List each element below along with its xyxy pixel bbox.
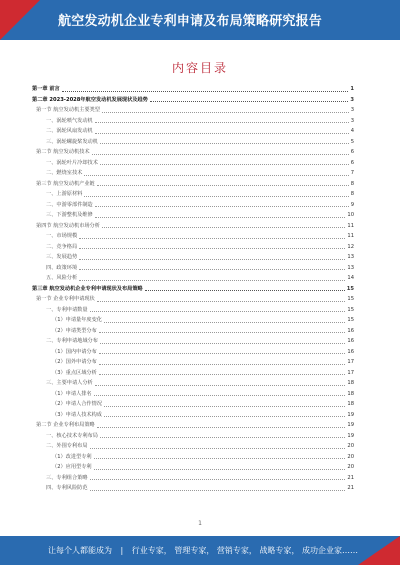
toc-entry[interactable] (32, 221, 354, 232)
toc-entry-page: 13 (347, 254, 354, 260)
toc-entry-page: 15 (347, 306, 354, 313)
toc-entry[interactable] (32, 210, 354, 221)
toc-leader-dots (100, 437, 346, 438)
toc-leader-dots (94, 469, 346, 470)
toc-entry[interactable] (32, 452, 354, 463)
toc-entry[interactable] (32, 294, 354, 305)
toc-leader-dots (79, 238, 345, 239)
page-number: 1 (198, 520, 202, 527)
toc-entry[interactable] (32, 347, 354, 358)
toc-entry-page: 1 (350, 86, 354, 92)
toc-entry[interactable] (32, 126, 354, 137)
toc-entry[interactable] (32, 200, 354, 211)
toc-entry[interactable] (32, 179, 354, 190)
toc-entry[interactable] (32, 137, 354, 148)
toc-entry-page: 6 (350, 159, 354, 166)
toc-entry-label: 二、涡轮风扇发动机 (46, 128, 93, 134)
toc-entry[interactable] (32, 378, 354, 389)
toc-entry[interactable] (32, 284, 354, 295)
toc-entry-label: 二、燃烧室技术 (46, 170, 83, 176)
toc-entry[interactable] (32, 105, 354, 116)
toc-entry[interactable] (32, 168, 354, 179)
toc-entry-label: 第一节 企业专利申请现状 (36, 296, 95, 302)
toc-entry-page: 20 (347, 443, 354, 449)
toc-entry[interactable] (32, 431, 354, 442)
toc-leader-dots (99, 374, 346, 375)
toc-leader-dots (145, 290, 345, 291)
toc-entry-label: 一、上游原材料 (46, 191, 83, 197)
toc-entry[interactable] (32, 116, 354, 127)
toc-entry-page: 17 (347, 359, 354, 365)
toc-entry[interactable] (32, 326, 354, 337)
toc-entry-page: 15 (347, 317, 354, 323)
toc-entry-page: 15 (346, 285, 354, 292)
toc-leader-dots (100, 143, 349, 144)
toc-leader-dots (90, 448, 346, 449)
toc-entry-label: （2）申请类型分布 (52, 327, 97, 334)
toc-entry-page: 21 (347, 474, 354, 481)
toc-leader-dots (95, 133, 349, 134)
toc-leader-dots (94, 458, 346, 459)
toc-entry-label: 一、专利申请数量 (46, 306, 88, 313)
footer-divider: | (120, 546, 124, 555)
toc-entry[interactable] (32, 368, 354, 379)
toc-entry-page: 15 (347, 296, 354, 302)
toc-entry-label: 第四节 航空发动机市场分析 (36, 222, 100, 229)
toc-entry-label: 四、政策环境 (46, 264, 78, 271)
toc-entry-page: 5 (350, 138, 354, 145)
toc-entry-page: 16 (347, 327, 354, 334)
toc-leader-dots (104, 322, 345, 323)
toc-entry-label: 第二章 2023-2028年航空发动机发展现状及趋势 (32, 96, 148, 103)
toc-leader-dots (100, 343, 346, 344)
toc-entry-label: 三、专利组合策略 (46, 474, 88, 481)
toc-leader-dots (95, 385, 346, 386)
toc-leader-dots (79, 269, 345, 270)
toc-entry-label: （2）国外申请分布 (52, 359, 97, 365)
toc-entry[interactable] (32, 336, 354, 347)
toc-entry-label: （2）应用型专利 (52, 464, 92, 470)
toc-leader-dots (84, 196, 348, 197)
toc-entry[interactable] (32, 95, 354, 106)
toc-entry-label: 三、涡轮螺旋桨发动机 (46, 138, 98, 145)
toc-entry-page: 8 (350, 191, 354, 197)
toc-entry-page: 21 (347, 485, 354, 491)
footer-role: 行业专家 (131, 546, 164, 555)
toc-leader-dots (102, 227, 345, 228)
toc-entry-page: 3 (350, 107, 354, 113)
toc-entry-label: 二、专利申请地域分布 (46, 338, 98, 344)
toc-entry-page: 3 (350, 117, 354, 124)
toc-entry-page: 14 (347, 275, 354, 281)
toc-entry-label: 第一节 航空发动机主要类型 (36, 107, 100, 113)
toc-entry-label: 一、核心技术专利布局 (46, 432, 98, 439)
toc-leader-dots (79, 248, 345, 249)
toc-leader-dots (99, 364, 346, 365)
toc-entry-label: 三、下游整机及维修 (46, 212, 93, 218)
toc-entry-page: 4 (350, 128, 354, 134)
toc-leader-dots (95, 122, 349, 123)
toc-leader-dots (79, 259, 345, 260)
header-accent-triangle (0, 0, 40, 40)
toc-entry-page: 18 (347, 380, 354, 386)
toc-heading: 内容目录 (171, 61, 228, 75)
toc-leader-dots (102, 112, 349, 113)
footer-role: 战略专家 (259, 546, 292, 555)
toc-entry[interactable] (32, 263, 354, 274)
toc-entry-label: 第三章 航空发动机企业专利申请现状及布局策略 (32, 285, 143, 292)
toc-entry[interactable] (32, 273, 354, 284)
toc-entry-page: 11 (347, 222, 354, 229)
toc-entry-label: 三、发展趋势 (46, 254, 78, 260)
toc-entry[interactable] (32, 158, 354, 169)
toc-entry[interactable] (32, 147, 354, 158)
toc-entry[interactable] (32, 410, 354, 421)
report-title: 航空发动机企业专利申请及布局策略研究报告 (58, 14, 323, 29)
toc-entry-page: 11 (347, 233, 354, 239)
toc-entry[interactable] (32, 389, 354, 400)
toc-entry-label: 一、市场规模 (46, 233, 78, 239)
toc-entry[interactable] (32, 231, 354, 242)
toc-entry-label: 二、中游零部件制造 (46, 201, 93, 208)
toc-entry-page: 20 (347, 453, 354, 460)
toc-entry-page: 19 (347, 411, 354, 418)
toc-entry-label: （3）重点区域分析 (52, 369, 97, 376)
toc-leader-dots (99, 353, 346, 354)
toc-entry[interactable] (32, 252, 354, 263)
footer-slogan-lead: 让每个人都能成为 (48, 546, 112, 555)
toc-entry-label: （1）申请人排名 (52, 390, 92, 397)
toc-entry-label: 第一章 前言 (32, 86, 60, 92)
toc-entry-label: （3）申请人技术构成 (52, 411, 102, 418)
footer-accent-triangle (358, 536, 400, 565)
toc-entry-label: （2）申请人合作情况 (52, 401, 102, 407)
toc-entry-page: 8 (350, 180, 354, 187)
toc-leader-dots (90, 479, 346, 480)
toc-entry-page: 18 (347, 401, 354, 407)
footer-slogan: 让每个人都能成为 | 行业专家， 管理专家， 营销专家， 战略专家， 成功企业家…… (48, 546, 358, 555)
toc-entry[interactable] (32, 305, 354, 316)
toc-entry-page: 3 (350, 96, 354, 103)
toc-entry-label: （1）改进型专利 (52, 453, 92, 460)
toc-leader-dots (94, 395, 346, 396)
toc-entry-label: 第二节 企业专利布局策略 (36, 422, 95, 428)
table-of-contents (32, 84, 354, 494)
toc-entry[interactable] (32, 483, 354, 494)
toc-leader-dots (100, 164, 349, 165)
toc-entry-page: 20 (347, 464, 354, 470)
toc-leader-dots (104, 416, 345, 417)
toc-entry-page: 18 (347, 390, 354, 397)
toc-entry-label: 第二节 航空发动机技术 (36, 149, 90, 155)
toc-leader-dots (150, 101, 349, 102)
toc-entry-page: 16 (347, 348, 354, 355)
toc-entry[interactable] (32, 189, 354, 200)
toc-entry[interactable] (32, 473, 354, 484)
footer-bar (0, 536, 400, 565)
toc-leader-dots (84, 175, 348, 176)
toc-entry-page: 16 (347, 338, 354, 344)
toc-entry-page: 7 (350, 170, 354, 176)
footer-role: 成功企业家…… (301, 546, 358, 555)
toc-leader-dots (97, 301, 346, 302)
toc-entry-page: 10 (347, 212, 354, 218)
toc-entry-page: 13 (347, 264, 354, 271)
toc-leader-dots (97, 427, 346, 428)
toc-leader-dots (92, 154, 349, 155)
footer-role: 营销专家 (216, 546, 249, 555)
toc-entry-page: 6 (350, 149, 354, 155)
toc-entry[interactable] (32, 357, 354, 368)
toc-entry-label: 一、涡轮叶片冷却技术 (46, 159, 98, 166)
toc-leader-dots (104, 406, 345, 407)
toc-entry-label: 第三节 航空发动机产业链 (36, 180, 95, 187)
toc-leader-dots (99, 332, 346, 333)
toc-entry[interactable] (32, 420, 354, 431)
toc-entry-label: 四、专利风险防范 (46, 485, 88, 491)
toc-entry-label: （1）申请量年度变化 (52, 317, 102, 323)
toc-entry-label: 三、主要申请人分析 (46, 380, 93, 386)
toc-entry-label: （1）国内申请分布 (52, 348, 97, 355)
toc-leader-dots (90, 490, 346, 491)
toc-entry[interactable] (32, 441, 354, 452)
header-bar (0, 0, 400, 40)
toc-entry-label: 二、竞争格局 (46, 243, 78, 250)
toc-entry[interactable] (32, 242, 354, 253)
toc-leader-dots (95, 217, 346, 218)
toc-entry-label: 二、外围专利布局 (46, 443, 88, 449)
toc-entry-page: 9 (350, 201, 354, 208)
toc-leader-dots (95, 206, 349, 207)
toc-leader-dots (97, 185, 349, 186)
toc-entry-page: 19 (347, 422, 354, 428)
toc-entry-page: 17 (347, 369, 354, 376)
footer-role: 管理专家 (174, 546, 207, 555)
toc-leader-dots (79, 280, 345, 281)
toc-entry-label: 一、涡轮喷气发动机 (46, 117, 93, 124)
toc-entry[interactable] (32, 399, 354, 410)
toc-leader-dots (62, 91, 349, 92)
toc-entry-page: 12 (347, 243, 354, 250)
toc-entry[interactable] (32, 84, 354, 95)
toc-leader-dots (90, 311, 346, 312)
toc-entry-page: 19 (347, 432, 354, 439)
toc-entry[interactable] (32, 315, 354, 326)
toc-entry-label: 五、风险分析 (46, 275, 78, 281)
toc-entry[interactable] (32, 462, 354, 473)
